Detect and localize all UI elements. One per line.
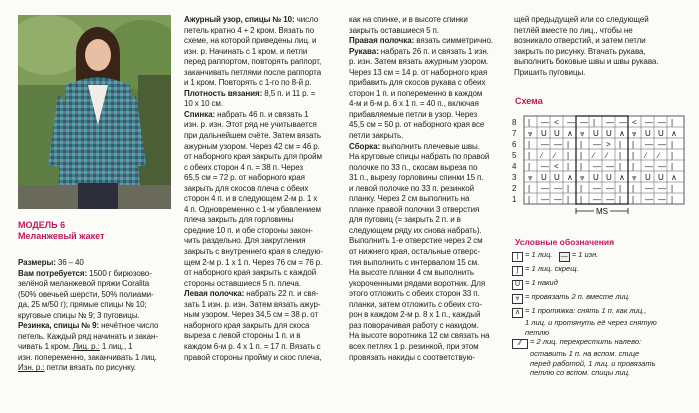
- svg-text:∧: ∧: [619, 173, 625, 182]
- ssk-symbol: ∧: [512, 308, 523, 318]
- svg-text:—: —: [541, 162, 549, 171]
- svg-text:|: |: [619, 162, 622, 171]
- scheme-title: Схема: [515, 96, 543, 106]
- left-front-title: Левая полочка:: [184, 289, 245, 299]
- svg-text:|: |: [619, 151, 622, 160]
- svg-text:|: |: [580, 184, 583, 193]
- rib-line-2: петель. Каждый ряд начинать и закан-: [18, 331, 158, 341]
- svg-text:|: |: [632, 184, 635, 193]
- row-number-6: 6: [512, 140, 517, 149]
- legend-item-k2tog: ⩔ = провязать 2 п. вместе лиц.: [512, 292, 630, 304]
- sizes-label: Размеры:: [18, 258, 56, 267]
- rib-lic-label: Лиц. р.:: [72, 342, 100, 352]
- rib-line-3: чивать 1 кром. Лиц. р.: 1 лиц., 1: [18, 342, 133, 352]
- rib-line-4: изн. попеременно, заканчивать 1 лиц.: [18, 352, 157, 362]
- svg-text:—: —: [606, 118, 614, 127]
- svg-text:—: —: [658, 184, 666, 193]
- row-number-5: 5: [512, 151, 517, 160]
- svg-text:—: —: [606, 184, 614, 193]
- svg-text:U: U: [554, 173, 560, 182]
- svg-text:U: U: [658, 173, 664, 182]
- model-heading: [18, 220, 104, 242]
- svg-text:—: —: [541, 184, 549, 193]
- knitting-chart: [510, 112, 692, 222]
- row-number-2: 2: [512, 184, 517, 193]
- model-photo: [18, 15, 171, 209]
- svg-text:U: U: [606, 173, 612, 182]
- svg-text:∕: ∕: [554, 151, 556, 160]
- svg-text:|: |: [528, 151, 531, 160]
- svg-text:—: —: [658, 162, 666, 171]
- svg-text:⩔: ⩔: [580, 129, 585, 138]
- svg-text:|: |: [671, 195, 674, 204]
- rib-line-1: Резинка, спицы № 9: нечётное число: [18, 321, 159, 331]
- column-4: щей предыдущей или со следующей петлёй вместе по лиц., чтобы не возникало отверстий, и затем петли закрыть по рисунку. Втачать рукава, выполнить боковые швы и швы рукава. Пришить пуговицы.: [514, 15, 659, 77]
- row-number-7: 7: [512, 129, 517, 138]
- svg-text:U: U: [554, 129, 560, 138]
- rib-label: Резинка, спицы № 9:: [18, 321, 100, 331]
- svg-text:|: |: [671, 151, 674, 160]
- legend-item-knit-purl: | = 1 лиц. — = 1 изн.: [512, 250, 598, 262]
- column-1: [18, 258, 174, 374]
- sleeves-title: Рукава:: [349, 46, 379, 56]
- row-number-4: 4: [512, 162, 517, 171]
- svg-text:|: |: [567, 184, 570, 193]
- svg-text:⩔: ⩔: [580, 173, 585, 182]
- materials-line-2: зелёной меланжевой пряжи Coralita: [18, 279, 150, 289]
- svg-text:|: |: [671, 184, 674, 193]
- svg-text:|: |: [528, 118, 531, 127]
- model-photo-illustration: [18, 15, 171, 209]
- svg-text:|: |: [619, 140, 622, 149]
- rapport-marker: [576, 207, 628, 216]
- svg-text:U: U: [541, 173, 547, 182]
- svg-text:∧: ∧: [567, 129, 573, 138]
- svg-text:|: |: [567, 162, 570, 171]
- model-name: Меланжевый жакет: [18, 231, 105, 241]
- lace-title: Ажурный узор, спицы № 10:: [184, 15, 295, 24]
- svg-text:—: —: [593, 195, 601, 204]
- back-title: Спинка:: [184, 109, 216, 119]
- svg-text:|: |: [619, 195, 622, 204]
- svg-text:—: —: [567, 118, 575, 127]
- svg-text:<: <: [632, 118, 637, 127]
- svg-text:U: U: [593, 173, 599, 182]
- svg-text:|: |: [580, 195, 583, 204]
- svg-text:—: —: [658, 118, 666, 127]
- svg-text:—: —: [541, 140, 549, 149]
- sizes-line: [18, 258, 174, 269]
- svg-text:∧: ∧: [671, 129, 677, 138]
- svg-text:|: |: [567, 151, 570, 160]
- svg-text:|: |: [671, 140, 674, 149]
- svg-text:|: |: [528, 184, 531, 193]
- svg-text:|: |: [671, 162, 674, 171]
- sizes-value: 36 – 40: [57, 258, 84, 267]
- rib-line-5: Изн. р.: петли вязать по рисунку.: [18, 363, 136, 373]
- svg-text:—: —: [606, 162, 614, 171]
- svg-text:⩔: ⩔: [632, 129, 637, 138]
- assembly-title: Сборка:: [349, 141, 381, 151]
- svg-text:∧: ∧: [619, 129, 625, 138]
- materials-line-1: Вам потребуется: 1500 г бирюзово-: [18, 268, 152, 278]
- row-number-8: 8: [512, 118, 517, 127]
- svg-text:|: |: [528, 195, 531, 204]
- svg-text:—: —: [658, 140, 666, 149]
- svg-text:|: |: [632, 162, 635, 171]
- svg-text:—: —: [645, 184, 653, 193]
- k2tog-symbol: ⩔: [512, 294, 523, 304]
- svg-text:—: —: [554, 140, 562, 149]
- materials-line-5: круговые спицы № 9; 3 пуговицы.: [18, 310, 140, 320]
- svg-text:—: —: [645, 162, 653, 171]
- legend-item-twisted-knit: ∫ = 1 лиц. скрещ.: [512, 264, 579, 276]
- svg-text:—: —: [554, 184, 562, 193]
- rib-izn-label: Изн. р.:: [18, 363, 45, 373]
- twisted-knit-symbol: ∫: [512, 266, 523, 276]
- materials-line-4: да, 25 м/50 г); прямые спицы № 10;: [18, 300, 147, 310]
- svg-text:∧: ∧: [567, 173, 573, 182]
- legend-item-yarn-over: U = 1 накид: [512, 278, 558, 290]
- svg-text:—: —: [541, 195, 549, 204]
- legend-item-ssk: ∧ = 1 протяжка: снять 1 п. как лиц., 1 лиц. и протянуть её через снятую петлю: [512, 306, 657, 337]
- svg-text:—: —: [645, 140, 653, 149]
- rapport-label: MS: [596, 207, 608, 216]
- yarn-over-symbol: U: [512, 280, 523, 290]
- svg-text:—: —: [593, 162, 601, 171]
- svg-text:|: |: [580, 162, 583, 171]
- svg-text:|: |: [567, 140, 570, 149]
- svg-text:|: |: [632, 140, 635, 149]
- svg-text:>: >: [606, 140, 611, 149]
- materials-line-3: (50% овечьей шерсти, 50% полиами-: [18, 289, 154, 299]
- row-number-1: 1: [512, 195, 517, 204]
- svg-text:U: U: [645, 129, 651, 138]
- svg-text:U: U: [606, 129, 612, 138]
- svg-text:∕: ∕: [645, 151, 647, 160]
- svg-text:—: —: [554, 195, 562, 204]
- svg-text:∧: ∧: [671, 173, 677, 182]
- svg-text:—: —: [619, 118, 627, 127]
- svg-text:∕: ∕: [541, 151, 543, 160]
- svg-text:|: |: [567, 195, 570, 204]
- svg-text:∕: ∕: [606, 151, 608, 160]
- gauge-title: Плотность вязания:: [184, 88, 263, 98]
- svg-text:|: |: [619, 184, 622, 193]
- materials-label: Вам потребуется:: [18, 268, 88, 278]
- svg-text:—: —: [580, 118, 588, 127]
- svg-text:|: |: [528, 140, 531, 149]
- svg-text:∕: ∕: [593, 151, 595, 160]
- legend-title: Условные обозначения: [515, 237, 615, 247]
- svg-text:—: —: [593, 140, 601, 149]
- row-number-3: 3: [512, 173, 517, 182]
- svg-text:—: —: [645, 118, 653, 127]
- knit-symbol: |: [512, 252, 523, 262]
- svg-text:|: |: [671, 118, 674, 127]
- svg-text:U: U: [541, 129, 547, 138]
- svg-text:⩔: ⩔: [632, 173, 637, 182]
- svg-text:⩔: ⩔: [528, 173, 533, 182]
- svg-text:|: |: [580, 151, 583, 160]
- model-number: МОДЕЛЬ 6: [18, 220, 66, 230]
- svg-text:<: <: [554, 118, 559, 127]
- right-front-title: Правая полочка:: [349, 36, 415, 46]
- column-2: Ажурный узор, спицы № 10: число петель кратно 4 + 2 кром. Вязать по схеме, на которой приведены лиц. и изн. р. Начинать с 1 кром. и петли перед раппортом, повторять раппорт, заканчивать петлями после раппорта и 1 кром. Повторять с 1-го по 8-й р. Плотность вязания: 8,5 п. и 11 р. = 10 х 10 см. Спинка: набрать 46 п. и связать 1 изн. р. изн. Этот ряд не учитывается при дальнейшем счёте. Затем вязать ажурным узором. Через 42 см = 46 р. от наборного края закрыть для пройм с обеих сторон 4 п. = 38 п. Через 65,5 см = 72 р. от наборного края закрыть для скосов плеча с обеих сторон 4 п. и в следующем 2-м р. 1 х 4 п. Одновременно с 1-м убавлением плеча закрыть для горловины средние 10 п. и обе стороны закон- чить раздельно. Для закругления закрыть с внутреннего края в следую- щем 2-м р. 1 х 1 п. Через 76 см = 76 р. от наборного края закрыть с каждой стороны оставшиеся 5 п. плеча. Левая полочка: набрать 22 п. и свя- зать 1 изн. р. изн. Затем вязать ажур- ным узором. Через 34,5 см = 38 р. от наборного края закрыть для скоса выреза с левой стороны 1 п. и в каждом 6-м р. 4 х 1 п. = 17 п. Вязать с правой стороны пройму и скос плеча,: [184, 15, 323, 362]
- svg-text:|: |: [632, 195, 635, 204]
- svg-text:|: |: [528, 162, 531, 171]
- svg-text:—: —: [606, 195, 614, 204]
- svg-text:∕: ∕: [658, 151, 660, 160]
- column-3: как на спинке, и в высоте спинки закрыть оставшиеся 5 п. Правая полочка: вязать симметрично. Рукава: набрать 26 п. и связать 1 изн. р. изн. Затем вязать ажурным узором. Через 13 см = 14 р. от наборного края прибавить для скосов рукава с обеих сторон 1 п. и попеременно в каждом 4-м и 6-м р. 6 х 1 п. = 40 п., включая прибавляемые петли в узор. Через 45,5 см = 50 р. от наборного края все петли закрыть. Сборка: выполнить плечевые швы. На круговые спицы набрать по правой полочке по 33 п., скосам выреза по 31 п., вырезу горловины спинки 15 п. и левой полочке по 33 п. резинкой планку. Через 2 см выполнить на планке правой полочки 3 отверстия для пуговиц (= закрыть 2 п. и в следующем ряду их снова набрать). Выполнить 1-е отверстие через 2 см от нижнего края, остальные отверс- тия выполнить с интервалом 15 см. На высоте планки 4 см выполнить укороченными рядами воротник. Для этого отложить с обеих сторон 33 п. планки, затем отложить с обеих сто- рон в каждом 2-м р. 8 х 1 п., каждый раз поворачивая работу с накидом. На высоте воротника 12 см связать на всех петлях 1 р. резинкой, при этом провязать накиды с соответствую-: [349, 15, 494, 362]
- svg-text:—: —: [593, 184, 601, 193]
- svg-text:U: U: [593, 129, 599, 138]
- svg-text:|: |: [593, 118, 596, 127]
- svg-text:<: <: [554, 162, 559, 171]
- svg-text:—: —: [645, 195, 653, 204]
- svg-text:U: U: [645, 173, 651, 182]
- svg-text:|: |: [580, 140, 583, 149]
- svg-text:U: U: [658, 129, 664, 138]
- svg-text:—: —: [658, 195, 666, 204]
- chart-row-numbers: [512, 118, 517, 204]
- svg-text:⩔: ⩔: [528, 129, 533, 138]
- purl-symbol: —: [560, 253, 568, 260]
- svg-text:|: |: [632, 151, 635, 160]
- cross-left-symbol: ⁄⁄: [512, 339, 528, 349]
- legend-item-cross-left: ⁄⁄ = 2 лиц. перекрестить налево: оставить 1 п. на вспом. спице перед работой, 1 лиц. и провязать петлю со вспом. спицы лиц.: [512, 337, 656, 378]
- svg-text:—: —: [541, 118, 549, 127]
